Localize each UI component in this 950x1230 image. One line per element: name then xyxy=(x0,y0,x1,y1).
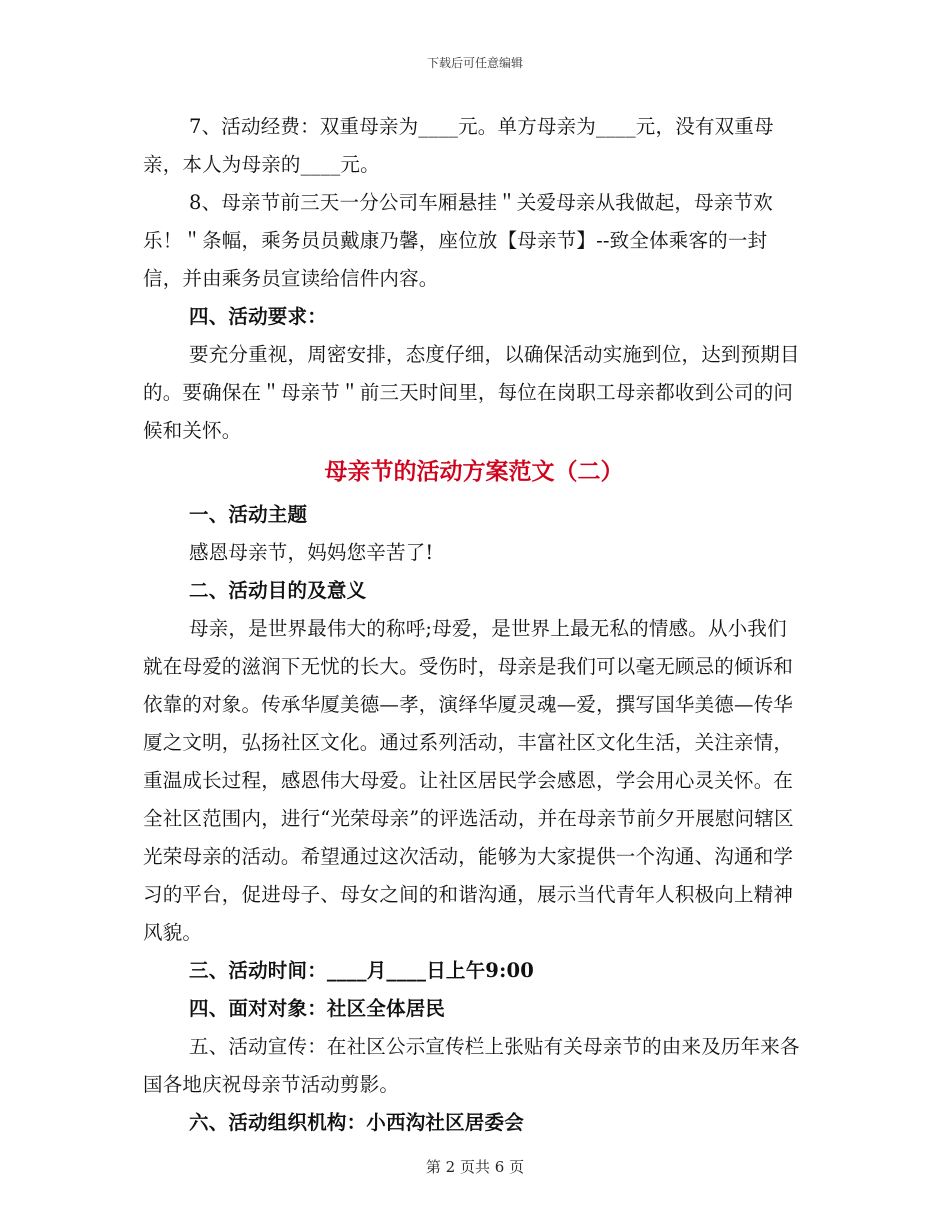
section-heading: 一、活动主题 xyxy=(189,503,308,526)
paragraph: 8、母亲节前三天一分公司车厢悬挂＂关爱母亲从我做起，母亲节欢乐！＂条幅，乘务员员戴康乃馨，座位放【母亲节】--致全体乘客的一封信，并由乘务员宣读给信件内容。 xyxy=(143,191,773,290)
paragraph: 感恩母亲节，妈妈您辛苦了! xyxy=(189,541,434,564)
section-heading: 四、活动要求： xyxy=(189,305,327,328)
section-heading: 四、面对对象：社区全体居民 xyxy=(189,997,446,1020)
plan-two-section xyxy=(143,496,805,1142)
paragraph: 母亲，是世界最伟大的称呼;母爱，是世界上最无私的情感。从小我们就在母爱的滋润下无忧的长大。受伤时，母亲是我们可以毫无顾忌的倾诉和依靠的对象。传承华厦美德—孝，演绎华厦灵魂—爱，撰写国华美德—传华厦之文明，弘扬社区文化。通过系列活动，丰富社区文化生活，关注亲情，重温成长过程，感恩伟大母爱。让社区居民学会感恩，学会用心灵关怀。在全社区范围内，进行“光荣母亲”的评选活动，并在母亲节前夕开展慰问辖区光荣母亲的活动。希望通过这次活动，能够为大家提供一个沟通、沟通和学习的平台，促进母子、母女之间的和谐沟通，展示当代青年人积极向上精神风貌。 xyxy=(143,617,794,944)
paragraph: 要充分重视，周密安排，态度仔细，以确保活动实施到位，达到预期目的。要确保在＂母亲节＂前三天时间里，每位在岗职工母亲都收到公司的问候和关怀。 xyxy=(143,343,800,442)
section-title: 母亲节的活动方案范文（二） xyxy=(324,459,624,485)
plan-continuation-section xyxy=(143,108,805,450)
section-heading: 二、活动目的及意义 xyxy=(189,579,367,602)
paragraph: 7、活动经费：双重母亲为____元。单方母亲为____元，没有双重母亲，本人为母亲的____元。 xyxy=(143,115,774,176)
section-heading: 三、活动时间：____月____日上午9:00 xyxy=(189,959,535,982)
section-heading: 六、活动组织机构：小西沟社区居委会 xyxy=(189,1111,524,1134)
page-header: 下载后可任意编辑 xyxy=(426,56,523,70)
document-body xyxy=(143,108,805,1142)
page-footer: 第 2 页共 6 页 xyxy=(425,1158,525,1176)
paragraph: 五、活动宣传：在社区公示宣传栏上张贴有关母亲节的由来及历年来各国各地庆祝母亲节活动剪影。 xyxy=(143,1035,800,1096)
